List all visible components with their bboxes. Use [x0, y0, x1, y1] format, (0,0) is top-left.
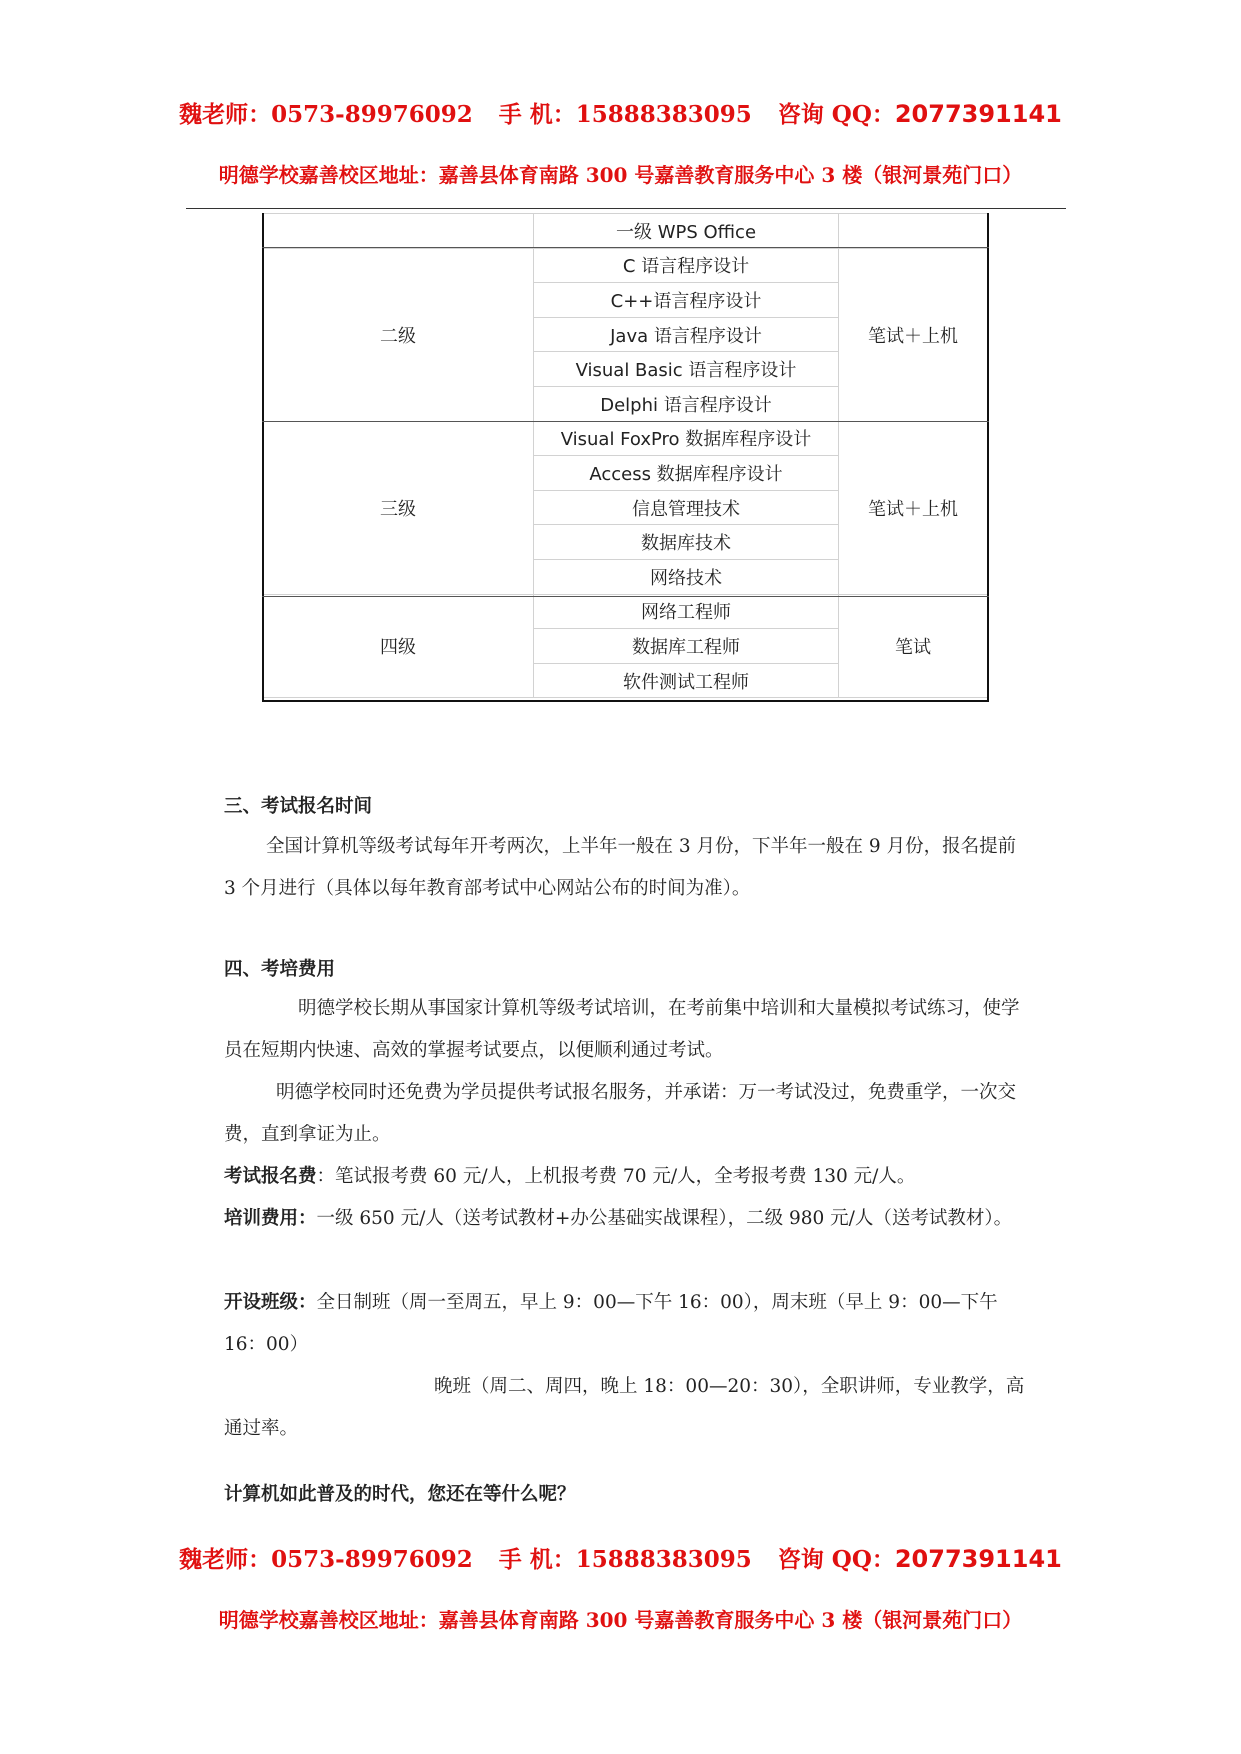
subject-cell: C++语言程序设计 — [534, 283, 839, 318]
subject-cell: 一级 WPS Office — [534, 214, 839, 249]
free-registration-paragraph: 明德学校同时还免费为学员提供考试报名服务，并承诺：万一考试没过，免费重学，一次交费，直到拿证为止。 — [224, 1082, 1017, 1145]
level-cell: 四级 — [263, 594, 534, 698]
header-rule — [186, 208, 1066, 209]
class-schedule-line: 开设班级：全日制班（周一至周五，早上 9：00—下午 16：00），周末班（早上 9：00—下午 16：00） — [224, 1292, 998, 1355]
level-cell: 三级 — [263, 421, 534, 594]
header-address: 明德学校嘉善校区地址：嘉善县体育南路 300 号嘉善教育服务中心 3 楼（银河景苑门口） — [218, 163, 1023, 187]
table-row — [263, 214, 988, 249]
training-fee-line: 培训费用：一级 650 元/人（送考试教材+办公基础实战课程），二级 980 元/人（送考试教材）。 — [224, 1208, 1013, 1229]
subject-cell: Access 数据库程序设计 — [534, 456, 839, 491]
subject-cell: C 语言程序设计 — [534, 248, 839, 283]
qq-label: 咨询 QQ： — [777, 1546, 895, 1573]
subject-cell: 网络技术 — [534, 559, 839, 594]
subject-cell: 信息管理技术 — [534, 490, 839, 525]
training-fee-label: 培训费用： — [224, 1208, 317, 1229]
format-cell — [839, 214, 988, 249]
subject-cell: Visual Basic 语言程序设计 — [534, 352, 839, 387]
qq-number: 2077391141 — [894, 1545, 1062, 1573]
format-cell: 笔试＋上机 — [839, 248, 988, 421]
exam-level-table — [262, 213, 988, 698]
section-heading-exam-time: 三、考试报名时间 — [224, 796, 373, 817]
subject-cell: 软件测试工程师 — [534, 663, 839, 698]
group-separator — [262, 596, 989, 597]
table-row — [263, 248, 988, 283]
exam-fee-line: 考试报名费：笔试报考费 60 元/人，上机报考费 70 元/人，全考报考费 130 元/人。 — [224, 1166, 916, 1187]
subject-cell: Delphi 语言程序设计 — [534, 386, 839, 421]
exam-time-paragraph: 全国计算机等级考试每年开考两次，上半年一般在 3 月份，下半年一般在 9 月份，报名提前 3 个月进行（具体以每年教育部考试中心网站公布的时间为准）。 — [224, 836, 1017, 899]
table-row — [263, 421, 988, 456]
mobile-phone: 手 机：15888383095 — [498, 1546, 752, 1573]
subject-cell: Visual FoxPro 数据库程序设计 — [534, 421, 839, 456]
footer-contact-line — [0, 1541, 1241, 1574]
group-separator — [262, 247, 989, 248]
format-cell: 笔试＋上机 — [839, 421, 988, 594]
group-separator — [262, 421, 989, 422]
subject-cell: 数据库工程师 — [534, 629, 839, 664]
evening-class-line: 晚班（周二、周四，晚上 18：00—20：30），全职讲师，专业教学，高通过率。 — [224, 1376, 1025, 1439]
closing-question: 计算机如此普及的时代，您还在等什么呢？ — [224, 1484, 576, 1505]
qq-label: 咨询 QQ： — [777, 101, 895, 128]
training-intro-paragraph: 明德学校长期从事国家计算机等级考试培训，在考前集中培训和大量模拟考试练习，使学员在短期内快速、高效的掌握考试要点，以便顺利通过考试。 — [224, 998, 1020, 1061]
table-row — [263, 594, 988, 629]
subject-cell: 数据库技术 — [534, 525, 839, 560]
subject-cell: 网络工程师 — [534, 594, 839, 629]
subject-cell: Java 语言程序设计 — [534, 317, 839, 352]
teacher-phone: 魏老师：0573-89976092 — [179, 1546, 473, 1573]
exam-fee-label: 考试报名费 — [224, 1166, 317, 1187]
level-cell — [263, 214, 534, 249]
format-cell: 笔试 — [839, 594, 988, 698]
level-cell: 二级 — [263, 248, 534, 421]
footer-address: 明德学校嘉善校区地址：嘉善县体育南路 300 号嘉善教育服务中心 3 楼（银河景苑门口） — [218, 1608, 1023, 1632]
section-heading-fees: 四、考培费用 — [224, 959, 336, 980]
mobile-phone: 手 机：15888383095 — [498, 101, 752, 128]
teacher-phone: 魏老师：0573-89976092 — [179, 101, 473, 128]
header-contact-line — [0, 96, 1241, 129]
qq-number: 2077391141 — [894, 100, 1062, 128]
class-label: 开设班级： — [224, 1292, 317, 1313]
